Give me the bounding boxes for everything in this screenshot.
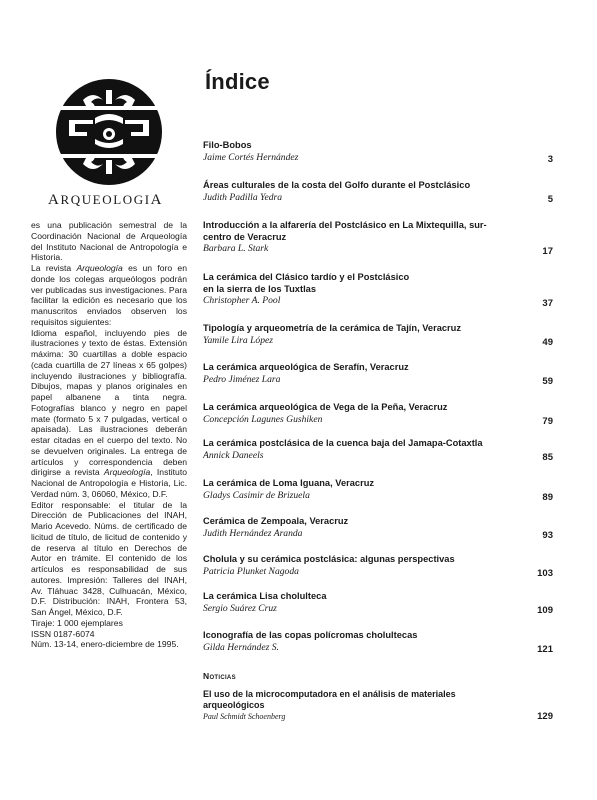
magazine-name <box>48 192 188 209</box>
issue-number: Núm. 13-14, enero-diciembre de 1995. <box>31 639 179 650</box>
toc-entry-page: 89 <box>542 492 553 503</box>
toc-entry-page: 109 <box>537 605 553 616</box>
toc-entry-author: Gladys Casimir de Brizuela <box>203 489 310 501</box>
toc-entry-author: Concepción Lagunes Gushiken <box>203 413 323 425</box>
toc-entry-author: Annick Daneels <box>203 449 264 461</box>
toc-entry-author: Jaime Cortés Hernández <box>203 151 299 163</box>
toc-entry[interactable] <box>203 630 553 654</box>
toc-entry[interactable] <box>203 478 553 502</box>
toc-entry-author: Christopher A. Pool <box>203 295 281 306</box>
magazine-name-middle: RQUEOLOGI <box>60 192 151 207</box>
toc-entry-author: Pedro Jiménez Lara <box>203 373 281 385</box>
toc-entry-title: La cerámica de Loma Iguana, Veracruz <box>203 478 375 488</box>
toc-entry-page: 79 <box>542 416 553 427</box>
news-entry-title: El uso de la microcomputadora en el análisis de materiales arqueológicos <box>203 689 456 710</box>
toc-entry[interactable] <box>203 272 553 307</box>
toc-entry[interactable] <box>203 323 553 347</box>
toc-entry-title: La cerámica arqueológica de Vega de la Peña, Veracruz <box>203 402 448 412</box>
toc-entry-page: 37 <box>542 298 553 309</box>
magazine-name-final: A <box>150 192 164 208</box>
toc-entry[interactable] <box>203 140 553 164</box>
toc-entry-author: Sergio Suárez Cruz <box>203 602 277 614</box>
toc-entry[interactable] <box>203 402 553 426</box>
toc-entry-author: Gilda Hernández S. <box>203 641 279 653</box>
toc-entry-title: Áreas culturales de la costa del Golfo durante el Postclásico <box>203 180 471 190</box>
editorial-credits: Editor responsable: el titular de la Dirección de Publicaciones del INAH, Mario Acevedo. Núms. de certificado de licitud de título, de licitud de contenido y de reserva al título en Derechos de Autor en trámite. El contenido de los artículos es responsabilidad de sus autores. Impresión: Talleres del INAH, Av. Tláhuac 3428, Culhuacán, México, D.F. Distribución: INAH, Frontera 53, San Ángel, México, D.F. <box>31 499 187 617</box>
toc-entry-author: Yamile Lira López <box>203 334 274 346</box>
submission-requirements: Idioma español, incluyendo pies de ilustraciones y texto de éstas. Extensión máxima: 30 cuartillas a doble espacio (cada cuartilla de 27 líneas x 65 golpes) incluyendo ilustraciones y bibliografía. Dibujos, mapas y planos originales en papel albanene a tinta negra. Fotografías blanco y negro en papel mate (formato 5 x 7 pulgadas, vertical o apaisada). Las ilustraciones deberán estar citadas en el cuerpo del texto. No se devuelven originales. La entrega de artículos y correspondencia deben dirigirse a revista Arqueología, Instituto Nacional de Antropología e Historia, Lic. Verdad núm. 3, 06060, México, D.F. <box>31 327 188 499</box>
toc-entry-page: 93 <box>542 530 553 541</box>
toc-entry-page: 85 <box>542 452 553 463</box>
toc-entry[interactable] <box>203 180 553 204</box>
toc-entry-page: 17 <box>542 246 553 257</box>
toc-entry-title: La cerámica del Clásico tardío y el Postclásico en la sierra de los Tuxtlas <box>203 272 410 294</box>
toc-entry-author: Barbara L. Stark <box>203 243 269 254</box>
toc-entry[interactable] <box>203 220 553 255</box>
toc-entry-page: 5 <box>547 194 553 205</box>
toc-entry[interactable] <box>203 362 553 386</box>
submission-intro: La revista Arqueología es un foro en donde los colegas arqueólogos podrán ver publicadas sus investigaciones. Para facilitar la edición es necesario que los manuscritos enviados observen los requisitos siguientes: <box>31 263 187 327</box>
toc-entry-title: Introducción a la alfarería del Postclásico en La Mixtequilla, sur-centro de Veracruz <box>203 220 487 242</box>
publication-info <box>31 220 187 650</box>
toc-entry-page: 49 <box>542 337 553 348</box>
toc-entry-title: Cholula y su cerámica postclásica: algunas perspectivas <box>203 554 455 564</box>
news-entry-author: Paul Schmidt Schoenberg <box>203 712 286 721</box>
toc-entry-title: Cerámica de Zempoala, Veracruz <box>203 516 349 526</box>
news-entry-page: 129 <box>537 711 553 722</box>
toc-entry-author: Patricia Plunket Nagoda <box>203 565 299 577</box>
print-run: Tiraje: 1 000 ejemplares <box>31 617 123 628</box>
toc-entry-title: Iconografía de las copas polícromas cholultecas <box>203 630 418 640</box>
toc-entry[interactable] <box>203 554 553 578</box>
toc-entry-page: 3 <box>547 154 553 165</box>
toc-entry[interactable] <box>203 516 553 540</box>
toc-entry[interactable] <box>203 438 553 462</box>
arqueologia-logo-icon <box>55 78 163 186</box>
toc-entry-page: 103 <box>537 568 553 579</box>
magazine-name-initial: A <box>48 192 61 208</box>
issn: ISSN 0187-6074 <box>31 628 95 639</box>
toc-entry-author: Judith Hernández Aranda <box>203 527 303 539</box>
toc-entry-title: Tipología y arqueometría de la cerámica de Tajín, Veracruz <box>203 323 462 333</box>
toc-entry-author: Judith Padilla Yedra <box>203 191 283 203</box>
news-heading: Noticias <box>203 671 236 681</box>
publication-description: es una publicación semestral de la Coordinación Nacional de Arqueología del Instituto Nacional de Antropología e Historia. <box>31 220 187 263</box>
toc-entry-title: Filo-Bobos <box>203 140 252 150</box>
toc-entry-title: La cerámica arqueológica de Serafín, Veracruz <box>203 362 409 372</box>
page-title: Índice <box>205 69 270 94</box>
toc-entry-page: 121 <box>537 644 553 655</box>
news-entry[interactable] <box>203 689 553 722</box>
toc-entry-title: La cerámica Lisa cholulteca <box>203 591 327 601</box>
toc-entry-page: 59 <box>542 376 553 387</box>
toc-entry[interactable] <box>203 591 553 615</box>
toc-entry-title: La cerámica postclásica de la cuenca baja del Jamapa-Cotaxtla <box>203 438 483 448</box>
